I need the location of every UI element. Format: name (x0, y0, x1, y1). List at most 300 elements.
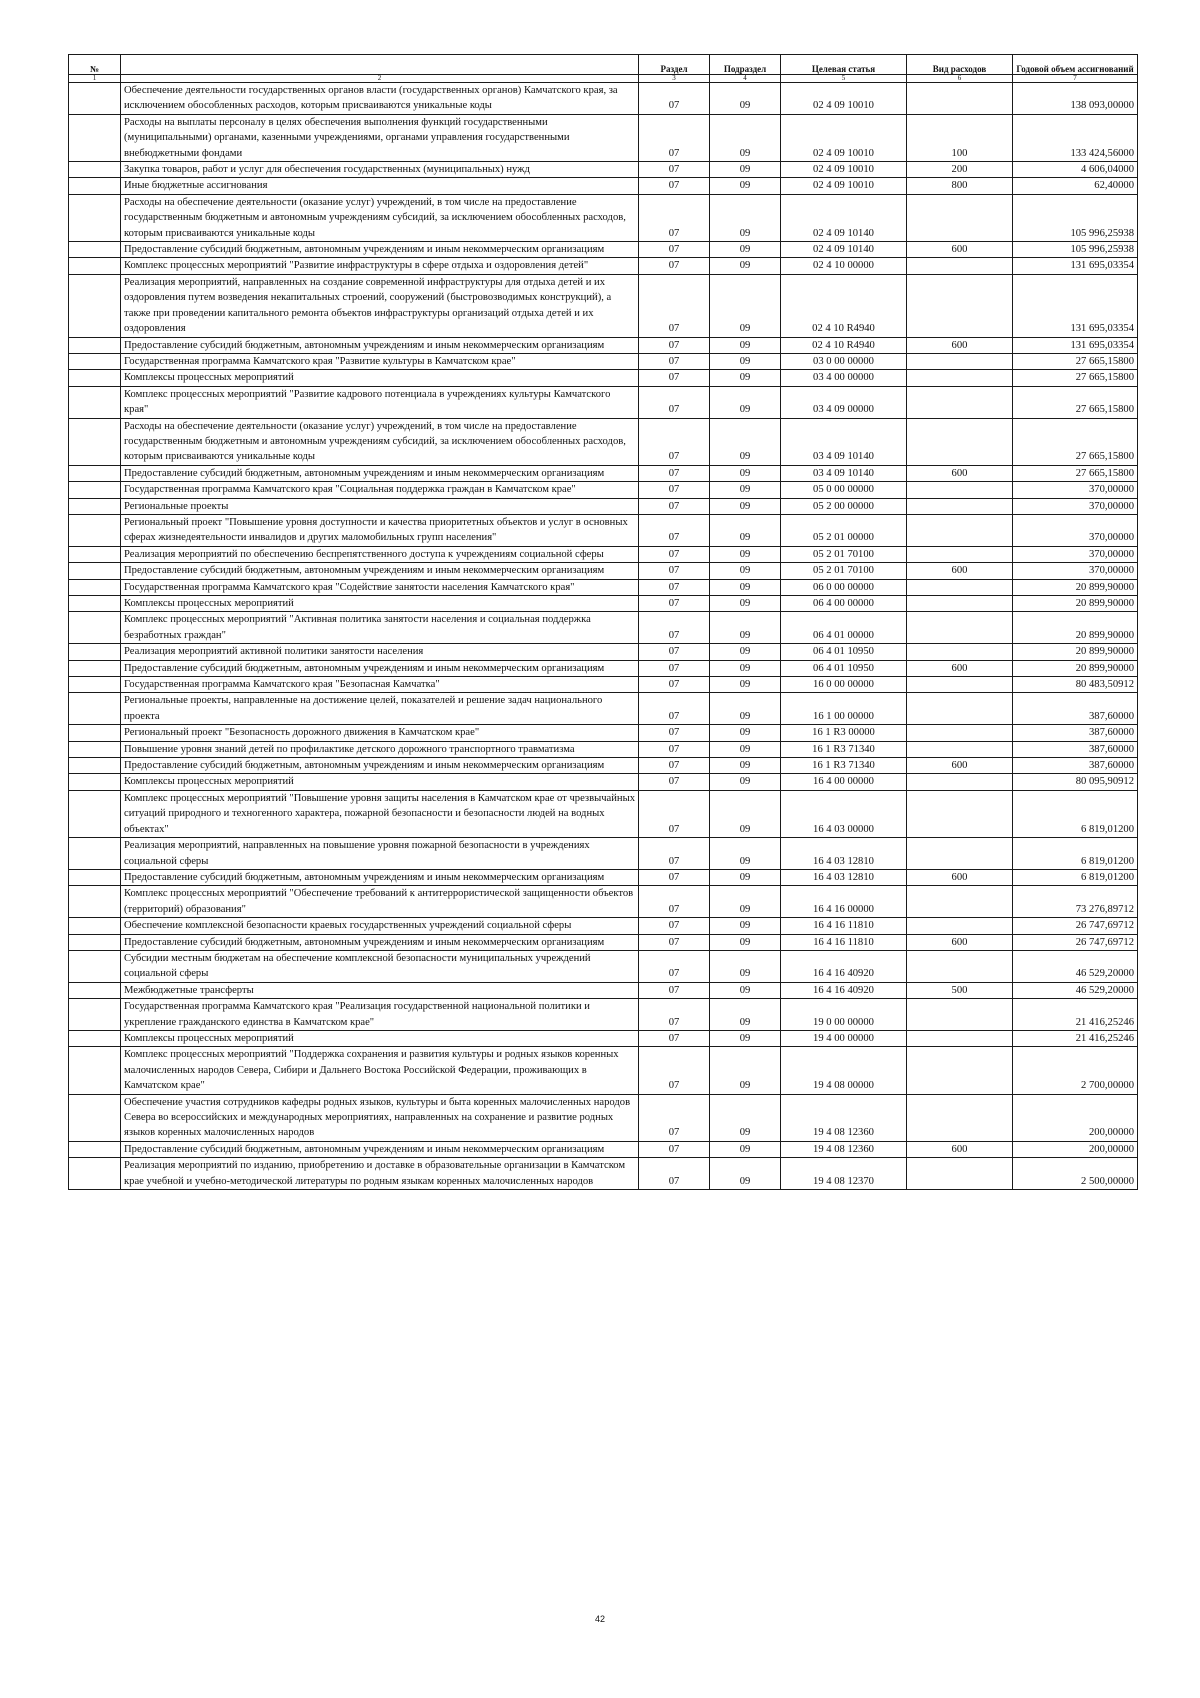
row-section: 07 (639, 563, 710, 579)
row-expense-kind: 500 (907, 982, 1013, 998)
row-number (69, 418, 121, 465)
row-number (69, 370, 121, 386)
row-number (69, 886, 121, 918)
row-number (69, 725, 121, 741)
row-subsection: 09 (710, 178, 781, 194)
row-subsection: 09 (710, 83, 781, 115)
row-section: 07 (639, 596, 710, 612)
row-target-article: 06 0 00 00000 (781, 579, 907, 595)
row-expense-kind: 600 (907, 563, 1013, 579)
row-amount: 131 695,03354 (1013, 337, 1138, 353)
row-expense-kind (907, 482, 1013, 498)
row-amount: 46 529,20000 (1013, 982, 1138, 998)
row-name: Комплекс процессных мероприятий "Повышение уровня защиты населения в Камчатском крае от чрезвычайных ситуаций природного и техногенного характера, пожарной безопасности и безопасности людей на водных объектах" (121, 790, 639, 837)
row-target-article: 16 4 16 00000 (781, 886, 907, 918)
row-amount: 370,00000 (1013, 482, 1138, 498)
row-section: 07 (639, 790, 710, 837)
row-number (69, 612, 121, 644)
budget-allocation-table (68, 54, 1138, 1190)
row-number (69, 596, 121, 612)
row-amount: 26 747,69712 (1013, 918, 1138, 934)
row-number (69, 1158, 121, 1190)
table-row (69, 563, 1138, 579)
row-section: 07 (639, 514, 710, 546)
row-target-article: 02 4 10 R4940 (781, 274, 907, 337)
row-amount: 6 819,01200 (1013, 838, 1138, 870)
table-row (69, 337, 1138, 353)
row-name: Комплексы процессных мероприятий (121, 1030, 639, 1046)
table-row (69, 612, 1138, 644)
row-section: 07 (639, 644, 710, 660)
row-target-article: 16 4 16 40920 (781, 982, 907, 998)
row-target-article: 03 4 00 00000 (781, 370, 907, 386)
row-section: 07 (639, 612, 710, 644)
row-amount: 62,40000 (1013, 178, 1138, 194)
row-amount: 20 899,90000 (1013, 612, 1138, 644)
table-row (69, 758, 1138, 774)
row-subsection: 09 (710, 869, 781, 885)
budget-table-container (68, 54, 1137, 1190)
row-number (69, 741, 121, 757)
row-amount: 20 899,90000 (1013, 596, 1138, 612)
table-row (69, 1047, 1138, 1094)
row-section: 07 (639, 869, 710, 885)
row-amount: 4 606,04000 (1013, 162, 1138, 178)
row-number (69, 1141, 121, 1157)
row-section: 07 (639, 353, 710, 369)
row-expense-kind (907, 950, 1013, 982)
row-number (69, 950, 121, 982)
row-amount: 131 695,03354 (1013, 274, 1138, 337)
row-subsection: 09 (710, 1141, 781, 1157)
row-subsection: 09 (710, 596, 781, 612)
row-number (69, 258, 121, 274)
row-amount: 73 276,89712 (1013, 886, 1138, 918)
row-section: 07 (639, 660, 710, 676)
row-name: Региональный проект "Повышение уровня доступности и качества приоритетных объектов и услуг в основных сферах жизнедеятельности инвалидов и других маломобильных групп населения" (121, 514, 639, 546)
row-name: Субсидии местным бюджетам на обеспечение комплексной безопасности муниципальных учреждений социальной сферы (121, 950, 639, 982)
row-expense-kind (907, 612, 1013, 644)
row-target-article: 02 4 09 10010 (781, 178, 907, 194)
row-name: Реализация мероприятий по обеспечению беспрепятственного доступа к учреждениям социальной сферы (121, 546, 639, 562)
row-subsection: 09 (710, 274, 781, 337)
row-number (69, 353, 121, 369)
row-name: Реализация мероприятий по изданию, приобретению и доставке в образовательные организации в Камчатском крае учебной и учебно-методической литературы по родным языкам коренных малочисленных народов (121, 1158, 639, 1190)
row-section: 07 (639, 418, 710, 465)
row-target-article: 05 2 01 00000 (781, 514, 907, 546)
table-row (69, 1094, 1138, 1141)
row-subsection: 09 (710, 242, 781, 258)
table-row (69, 274, 1138, 337)
row-expense-kind (907, 370, 1013, 386)
row-expense-kind (907, 1030, 1013, 1046)
row-expense-kind (907, 1158, 1013, 1190)
header-row (69, 55, 1138, 75)
row-subsection: 09 (710, 790, 781, 837)
row-section: 07 (639, 1030, 710, 1046)
row-name: Комплексы процессных мероприятий (121, 596, 639, 612)
row-subsection: 09 (710, 612, 781, 644)
row-number (69, 1094, 121, 1141)
row-expense-kind: 600 (907, 337, 1013, 353)
row-number (69, 546, 121, 562)
table-row (69, 869, 1138, 885)
row-target-article: 05 2 01 70100 (781, 563, 907, 579)
row-target-article: 16 4 03 00000 (781, 790, 907, 837)
row-amount: 6 819,01200 (1013, 869, 1138, 885)
row-subsection: 09 (710, 934, 781, 950)
row-target-article: 05 0 00 00000 (781, 482, 907, 498)
row-section: 07 (639, 482, 710, 498)
row-name: Комплекс процессных мероприятий "Развитие инфраструктуры в сфере отдыха и оздоровления детей" (121, 258, 639, 274)
table-row (69, 83, 1138, 115)
row-name: Иные бюджетные ассигнования (121, 178, 639, 194)
row-number (69, 1030, 121, 1046)
row-amount: 387,60000 (1013, 758, 1138, 774)
row-amount: 46 529,20000 (1013, 950, 1138, 982)
row-expense-kind (907, 1094, 1013, 1141)
row-expense-kind (907, 774, 1013, 790)
header-target-article: Целевая статья (781, 55, 907, 75)
row-number (69, 194, 121, 241)
row-subsection: 09 (710, 1030, 781, 1046)
row-name: Государственная программа Камчатского края "Социальная поддержка граждан в Камчатском крае" (121, 482, 639, 498)
row-target-article: 06 4 01 10950 (781, 660, 907, 676)
row-target-article: 02 4 09 10140 (781, 242, 907, 258)
column-number: 2 (121, 75, 639, 83)
row-amount: 370,00000 (1013, 498, 1138, 514)
row-number (69, 482, 121, 498)
row-name: Комплекс процессных мероприятий "Поддержка сохранения и развития культуры и родных языков коренных малочисленных народов Севера, Сибири и Дальнего Востока Российской Федерации, проживающих в Камчатском крае" (121, 1047, 639, 1094)
row-expense-kind: 800 (907, 178, 1013, 194)
row-amount: 27 665,15800 (1013, 386, 1138, 418)
row-amount: 105 996,25938 (1013, 194, 1138, 241)
row-number (69, 274, 121, 337)
table-row (69, 725, 1138, 741)
table-row (69, 114, 1138, 161)
row-name: Комплекс процессных мероприятий "Развитие кадрового потенциала в учреждениях культуры Камчатского края" (121, 386, 639, 418)
header-expense-kind: Вид расходов (907, 55, 1013, 75)
row-section: 07 (639, 693, 710, 725)
row-section: 07 (639, 934, 710, 950)
row-target-article: 06 4 00 00000 (781, 596, 907, 612)
row-number (69, 934, 121, 950)
row-target-article: 03 4 09 10140 (781, 418, 907, 465)
row-name: Обеспечение комплексной безопасности краевых государственных учреждений социальной сферы (121, 918, 639, 934)
table-row (69, 982, 1138, 998)
row-name: Государственная программа Камчатского края "Реализация государственной национальной политики и укрепление гражданского единства в Камчатском крае" (121, 999, 639, 1031)
table-row (69, 790, 1138, 837)
row-number (69, 982, 121, 998)
row-amount: 27 665,15800 (1013, 465, 1138, 481)
row-number (69, 869, 121, 885)
row-section: 07 (639, 386, 710, 418)
row-amount: 26 747,69712 (1013, 934, 1138, 950)
row-target-article: 19 4 08 12370 (781, 1158, 907, 1190)
row-expense-kind (907, 386, 1013, 418)
row-target-article: 02 4 09 10010 (781, 162, 907, 178)
table-row (69, 886, 1138, 918)
row-target-article: 16 4 16 11810 (781, 918, 907, 934)
row-section: 07 (639, 838, 710, 870)
row-target-article: 05 2 01 70100 (781, 546, 907, 562)
row-amount: 370,00000 (1013, 563, 1138, 579)
row-number (69, 114, 121, 161)
row-name: Предоставление субсидий бюджетным, автономным учреждениям и иным некоммерческим организациям (121, 934, 639, 950)
row-name: Межбюджетные трансферты (121, 982, 639, 998)
row-amount: 2 500,00000 (1013, 1158, 1138, 1190)
row-section: 07 (639, 982, 710, 998)
row-subsection: 09 (710, 950, 781, 982)
row-amount: 200,00000 (1013, 1141, 1138, 1157)
row-expense-kind: 600 (907, 934, 1013, 950)
row-amount: 387,60000 (1013, 741, 1138, 757)
row-amount: 80 095,90912 (1013, 774, 1138, 790)
row-number (69, 337, 121, 353)
row-section: 07 (639, 178, 710, 194)
row-amount: 370,00000 (1013, 514, 1138, 546)
row-number (69, 838, 121, 870)
table-row (69, 178, 1138, 194)
table-row (69, 370, 1138, 386)
table-row (69, 774, 1138, 790)
row-expense-kind (907, 918, 1013, 934)
row-expense-kind: 200 (907, 162, 1013, 178)
row-subsection: 09 (710, 660, 781, 676)
row-number (69, 178, 121, 194)
row-target-article: 02 4 09 10140 (781, 194, 907, 241)
row-section: 07 (639, 546, 710, 562)
table-row (69, 418, 1138, 465)
row-subsection: 09 (710, 353, 781, 369)
row-number (69, 83, 121, 115)
row-section: 07 (639, 1158, 710, 1190)
row-number (69, 644, 121, 660)
row-amount: 387,60000 (1013, 693, 1138, 725)
column-number: 5 (781, 75, 907, 83)
row-number (69, 514, 121, 546)
row-name: Расходы на обеспечение деятельности (оказание услуг) учреждений, в том числе на предоставление государственным бюджетным и автономным учреждениям субсидий, за исключением обособленных расходов, которым присваиваются уникальные коды (121, 194, 639, 241)
row-number (69, 693, 121, 725)
column-number: 1 (69, 75, 121, 83)
row-subsection: 09 (710, 774, 781, 790)
row-name: Предоставление субсидий бюджетным, автономным учреждениям и иным некоммерческим организациям (121, 660, 639, 676)
row-target-article: 16 4 03 12810 (781, 869, 907, 885)
row-expense-kind (907, 838, 1013, 870)
row-subsection: 09 (710, 644, 781, 660)
table-row (69, 465, 1138, 481)
row-amount: 133 424,56000 (1013, 114, 1138, 161)
row-subsection: 09 (710, 1047, 781, 1094)
table-row (69, 514, 1138, 546)
row-section: 07 (639, 1141, 710, 1157)
row-subsection: 09 (710, 1158, 781, 1190)
table-row (69, 498, 1138, 514)
column-number: 3 (639, 75, 710, 83)
row-amount: 27 665,15800 (1013, 418, 1138, 465)
table-row (69, 999, 1138, 1031)
row-amount: 27 665,15800 (1013, 370, 1138, 386)
row-number (69, 758, 121, 774)
row-target-article: 16 4 00 00000 (781, 774, 907, 790)
row-expense-kind (907, 546, 1013, 562)
header-subsection: Подраздел (710, 55, 781, 75)
row-subsection: 09 (710, 498, 781, 514)
table-row (69, 596, 1138, 612)
row-name: Реализация мероприятий, направленных на создание современной инфраструктуры для отдыха детей и их оздоровления путем возведения некапитальных строений, сооружений (быстровозводимых конструкций), а также при проведении капитального ремонта объектов инфраструктуры организаций отдыха детей и их оздоровления (121, 274, 639, 337)
row-target-article: 16 1 00 00000 (781, 693, 907, 725)
row-subsection: 09 (710, 514, 781, 546)
row-expense-kind (907, 194, 1013, 241)
row-amount: 21 416,25246 (1013, 1030, 1138, 1046)
row-expense-kind (907, 886, 1013, 918)
row-target-article: 19 0 00 00000 (781, 999, 907, 1031)
row-subsection: 09 (710, 418, 781, 465)
table-row (69, 950, 1138, 982)
row-subsection: 09 (710, 194, 781, 241)
row-number (69, 498, 121, 514)
row-amount: 200,00000 (1013, 1094, 1138, 1141)
row-name: Комплексы процессных мероприятий (121, 370, 639, 386)
row-expense-kind (907, 790, 1013, 837)
row-name: Предоставление субсидий бюджетным, автономным учреждениям и иным некоммерческим организациям (121, 869, 639, 885)
row-expense-kind: 600 (907, 242, 1013, 258)
table-body (69, 83, 1138, 1190)
row-section: 07 (639, 194, 710, 241)
table-row (69, 741, 1138, 757)
row-subsection: 09 (710, 258, 781, 274)
row-subsection: 09 (710, 465, 781, 481)
row-target-article: 03 4 09 00000 (781, 386, 907, 418)
row-name: Предоставление субсидий бюджетным, автономным учреждениям и иным некоммерческим организациям (121, 337, 639, 353)
row-number (69, 386, 121, 418)
row-subsection: 09 (710, 982, 781, 998)
row-subsection: 09 (710, 337, 781, 353)
row-expense-kind (907, 596, 1013, 612)
row-target-article: 19 4 08 00000 (781, 1047, 907, 1094)
row-amount: 387,60000 (1013, 725, 1138, 741)
row-expense-kind: 600 (907, 660, 1013, 676)
row-expense-kind (907, 258, 1013, 274)
row-expense-kind: 600 (907, 758, 1013, 774)
row-amount: 105 996,25938 (1013, 242, 1138, 258)
row-section: 07 (639, 758, 710, 774)
row-target-article: 02 4 10 R4940 (781, 337, 907, 353)
row-name: Обеспечение участия сотрудников кафедры родных языков, культуры и быта коренных малочисленных народов Севера во всероссийских и международных мероприятиях, направленных на сохранение и развитие родных языков коренных малочисленных народов (121, 1094, 639, 1141)
table-row (69, 693, 1138, 725)
row-target-article: 02 4 09 10010 (781, 83, 907, 115)
row-number (69, 563, 121, 579)
row-name: Государственная программа Камчатского края "Содействие занятости населения Камчатского края" (121, 579, 639, 595)
row-target-article: 05 2 00 00000 (781, 498, 907, 514)
row-name: Расходы на обеспечение деятельности (оказание услуг) учреждений, в том числе на предоставление государственным бюджетным и автономным учреждениям субсидий, за исключением обособленных расходов, которым присваиваются уникальные коды (121, 418, 639, 465)
row-amount: 20 899,90000 (1013, 644, 1138, 660)
page-number: 42 (594, 1614, 605, 1624)
table-row (69, 162, 1138, 178)
row-subsection: 09 (710, 563, 781, 579)
row-expense-kind (907, 514, 1013, 546)
row-subsection: 09 (710, 693, 781, 725)
row-subsection: 09 (710, 838, 781, 870)
row-number (69, 790, 121, 837)
row-name: Обеспечение деятельности государственных органов власти (государственных органов) Камчатского края, за исключением обособленных расходов, которым присваиваются уникальные коды (121, 83, 639, 115)
row-subsection: 09 (710, 918, 781, 934)
row-target-article: 06 4 01 00000 (781, 612, 907, 644)
row-target-article: 16 0 00 00000 (781, 677, 907, 693)
row-subsection: 09 (710, 370, 781, 386)
table-row (69, 1030, 1138, 1046)
row-subsection: 09 (710, 386, 781, 418)
row-section: 07 (639, 677, 710, 693)
row-expense-kind: 600 (907, 1141, 1013, 1157)
table-row (69, 546, 1138, 562)
row-target-article: 16 1 R3 00000 (781, 725, 907, 741)
row-subsection: 09 (710, 725, 781, 741)
row-section: 07 (639, 274, 710, 337)
row-section: 07 (639, 498, 710, 514)
row-expense-kind: 100 (907, 114, 1013, 161)
table-row (69, 918, 1138, 934)
row-name: Региональные проекты (121, 498, 639, 514)
row-number (69, 465, 121, 481)
header-number: № (69, 55, 121, 75)
table-row (69, 660, 1138, 676)
row-number (69, 242, 121, 258)
row-expense-kind (907, 644, 1013, 660)
row-section: 07 (639, 918, 710, 934)
row-name: Государственная программа Камчатского края "Развитие культуры в Камчатском крае" (121, 353, 639, 369)
row-subsection: 09 (710, 1094, 781, 1141)
row-subsection: 09 (710, 999, 781, 1031)
row-amount: 21 416,25246 (1013, 999, 1138, 1031)
row-section: 07 (639, 162, 710, 178)
row-name: Комплекс процессных мероприятий "Обеспечение требований к антитеррористической защищенности объектов (территорий) образования" (121, 886, 639, 918)
row-section: 07 (639, 114, 710, 161)
table-row (69, 386, 1138, 418)
column-number-row (69, 75, 1138, 83)
table-row (69, 1158, 1138, 1190)
row-number (69, 999, 121, 1031)
row-name: Региональный проект "Безопасность дорожного движения в Камчатском крае" (121, 725, 639, 741)
row-section: 07 (639, 741, 710, 757)
row-section: 07 (639, 1047, 710, 1094)
row-subsection: 09 (710, 758, 781, 774)
row-target-article: 03 0 00 00000 (781, 353, 907, 369)
row-section: 07 (639, 258, 710, 274)
row-name: Расходы на выплаты персоналу в целях обеспечения выполнения функций государственными (муниципальными) органами, казенными учреждениями, органами управления государственными внебюджетными фондами (121, 114, 639, 161)
row-amount: 80 483,50912 (1013, 677, 1138, 693)
row-expense-kind (907, 83, 1013, 115)
row-name: Государственная программа Камчатского края "Безопасная Камчатка" (121, 677, 639, 693)
table-row (69, 258, 1138, 274)
column-number: 4 (710, 75, 781, 83)
row-expense-kind (907, 725, 1013, 741)
row-section: 07 (639, 83, 710, 115)
row-expense-kind (907, 418, 1013, 465)
table-row (69, 1141, 1138, 1157)
row-target-article: 16 1 R3 71340 (781, 758, 907, 774)
row-section: 07 (639, 337, 710, 353)
row-amount: 2 700,00000 (1013, 1047, 1138, 1094)
row-target-article: 19 4 08 12360 (781, 1094, 907, 1141)
row-subsection: 09 (710, 162, 781, 178)
row-expense-kind (907, 498, 1013, 514)
table-row (69, 579, 1138, 595)
row-number (69, 660, 121, 676)
row-target-article: 16 4 03 12810 (781, 838, 907, 870)
row-expense-kind: 600 (907, 465, 1013, 481)
row-name: Реализация мероприятий, направленных на повышение уровня пожарной безопасности в учреждениях социальной сферы (121, 838, 639, 870)
